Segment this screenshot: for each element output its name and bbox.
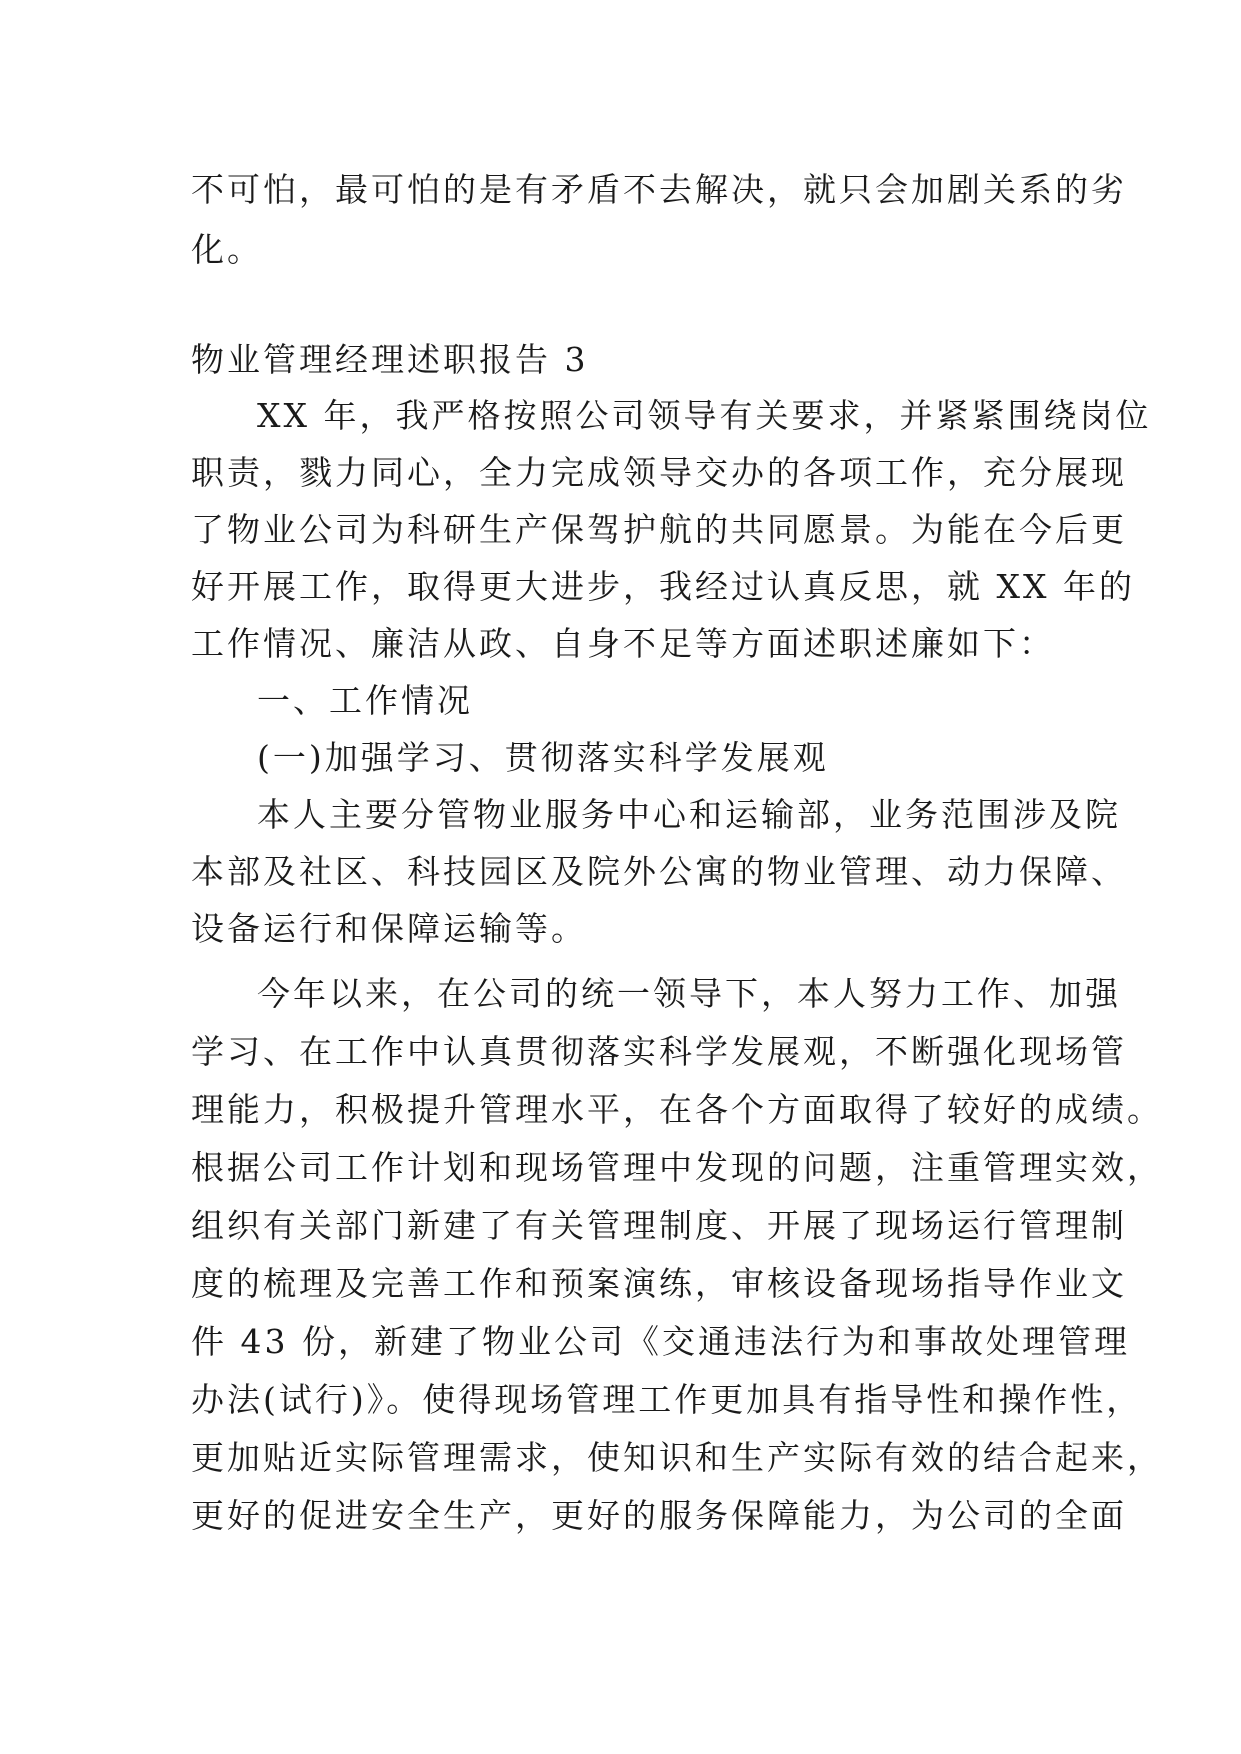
body-text-line: 根据公司工作计划和现场管理中发现的问题，注重管理实效， (191, 1148, 1163, 1187)
body-text-line: 办法(试行)》。使得现场管理工作更加具有指导性和操作性， (191, 1380, 1143, 1419)
body-text-line: 好开展工作，取得更大进步，我经过认真反思，就 XX 年的 (191, 567, 1135, 606)
body-text-line: 组织有关部门新建了有关管理制度、开展了现场运行管理制 (191, 1206, 1127, 1245)
body-text-line: 更加贴近实际管理需求，使知识和生产实际有效的结合起来， (191, 1438, 1163, 1477)
subsection-heading: (一)加强学习、贯彻落实科学发展观 (257, 738, 829, 777)
section-heading: 物业管理经理述职报告 3 (191, 340, 589, 379)
body-text-line: 学习、在工作中认真贯彻落实科学发展观，不断强化现场管 (191, 1032, 1127, 1071)
body-text-line: XX 年，我严格按照公司领导有关要求，并紧紧围绕岗位 (257, 396, 1152, 435)
body-text-line: 化。 (191, 230, 263, 269)
body-text-line: 今年以来，在公司的统一领导下，本人努力工作、加强 (257, 974, 1121, 1013)
body-text-line: 不可怕，最可怕的是有矛盾不去解决，就只会加剧关系的劣 (191, 170, 1127, 209)
body-text-line: 件 43 份，新建了物业公司《交通违法行为和事故处理管理 (191, 1322, 1130, 1361)
body-text-line: 理能力，积极提升管理水平，在各个方面取得了较好的成绩。 (191, 1090, 1163, 1129)
body-text-line: 更好的促进安全生产，更好的服务保障能力，为公司的全面 (191, 1496, 1127, 1535)
body-text-line: 度的梳理及完善工作和预案演练，审核设备现场指导作业文 (191, 1264, 1127, 1303)
body-text-line: 职责，戮力同心，全力完成领导交办的各项工作，充分展现 (191, 453, 1127, 492)
body-text-line: 本人主要分管物业服务中心和运输部，业务范围涉及院 (257, 795, 1121, 834)
body-text-line: 设备运行和保障运输等。 (191, 909, 587, 948)
subsection-heading: 一、工作情况 (257, 681, 473, 720)
body-text-line: 本部及社区、科技园区及院外公寓的物业管理、动力保障、 (191, 852, 1127, 891)
body-text-line: 工作情况、廉洁从政、自身不足等方面述职述廉如下： (191, 624, 1055, 663)
body-text-line: 了物业公司为科研生产保驾护航的共同愿景。为能在今后更 (191, 510, 1127, 549)
